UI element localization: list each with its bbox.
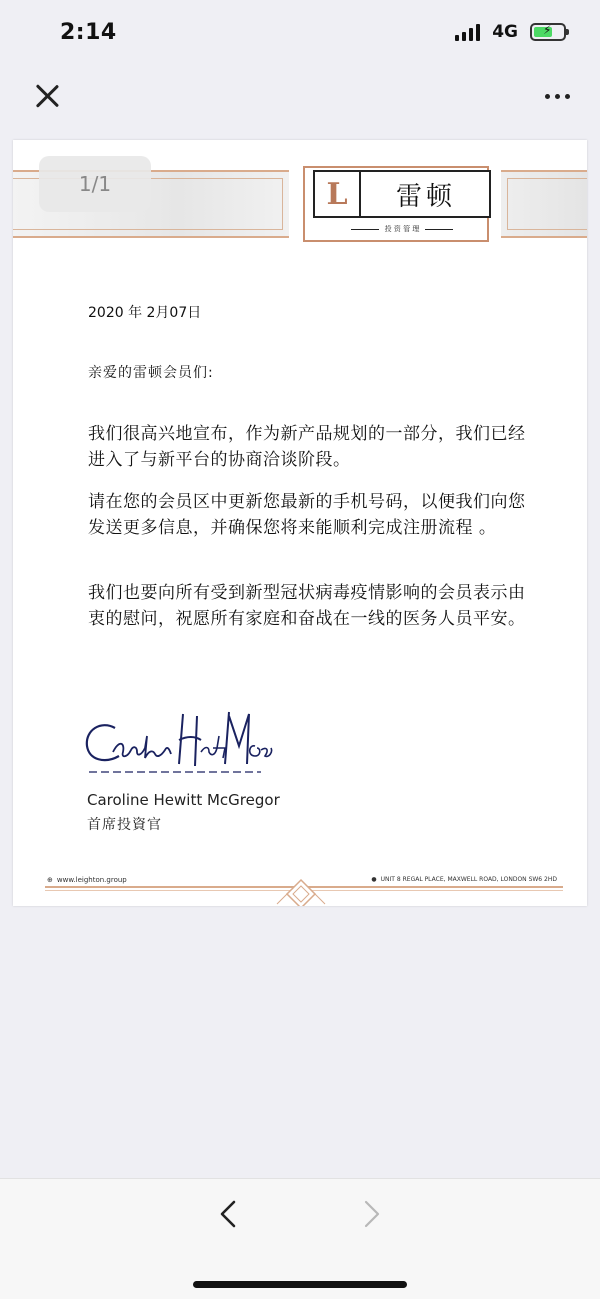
footer-website[interactable] [47, 876, 127, 884]
footer-website-text: www.leighton.group [56, 876, 127, 884]
status-time: 2:14 [60, 19, 117, 45]
close-icon[interactable] [34, 82, 62, 110]
letter-paragraph: 请在您的会员区中更新您最新的手机号码，以便我们向您发送更多信息，并确保您将来能顺利完成注册流程 。 [88, 492, 526, 538]
letter-paragraph: 我们也要向所有受到新型冠状病毒疫情影响的会员表示由衷的慰问，祝愿所有家庭和奋战在一线的医务人员平安。 [88, 583, 526, 629]
letter-greeting: 亲爱的雷顿会员们: [88, 365, 214, 381]
globe-icon: ⊕ [47, 876, 53, 884]
cellular-signal-icon [455, 23, 480, 41]
logo-letter: L [315, 172, 361, 216]
network-type: 4G [492, 22, 518, 42]
viewer-bottom-toolbar [0, 1178, 600, 1299]
letter-paragraph: 我们很高兴地宣布，作为新产品规划的一部分，我们已经进入了与新平台的协商洽谈阶段。 [88, 424, 526, 470]
status-indicators [455, 22, 566, 42]
letter-date: 2020 年 2月07日 [88, 305, 202, 321]
viewer-nav-bar [0, 64, 600, 128]
header-decor-right [501, 170, 587, 238]
signer-name: Caroline Hewitt McGregor [87, 791, 280, 809]
battery-charging-icon: ⚡ [530, 23, 566, 41]
logo-subtitle-text: 投 资 管 理 [384, 225, 420, 233]
document-page[interactable] [13, 140, 587, 906]
footer-address [371, 876, 557, 883]
logo-subtitle [323, 222, 481, 236]
more-options-icon[interactable] [545, 86, 570, 107]
location-pin-icon: ● [371, 876, 377, 883]
footer-diamond-ornament [273, 878, 329, 906]
home-indicator[interactable] [193, 1281, 407, 1288]
signer-title: 首席投資官 [87, 817, 162, 833]
back-arrow-icon[interactable] [214, 1199, 244, 1229]
handwritten-signature [83, 706, 273, 786]
status-bar [0, 0, 600, 64]
logo-name: 雷顿 [395, 181, 456, 212]
company-logo [313, 170, 491, 218]
footer-address-text: UNIT 8 REGAL PLACE, MAXWELL ROAD, LONDON SW6 2HD [380, 876, 557, 883]
forward-arrow-icon[interactable] [356, 1199, 386, 1229]
page-indicator: 1/1 [39, 156, 151, 212]
